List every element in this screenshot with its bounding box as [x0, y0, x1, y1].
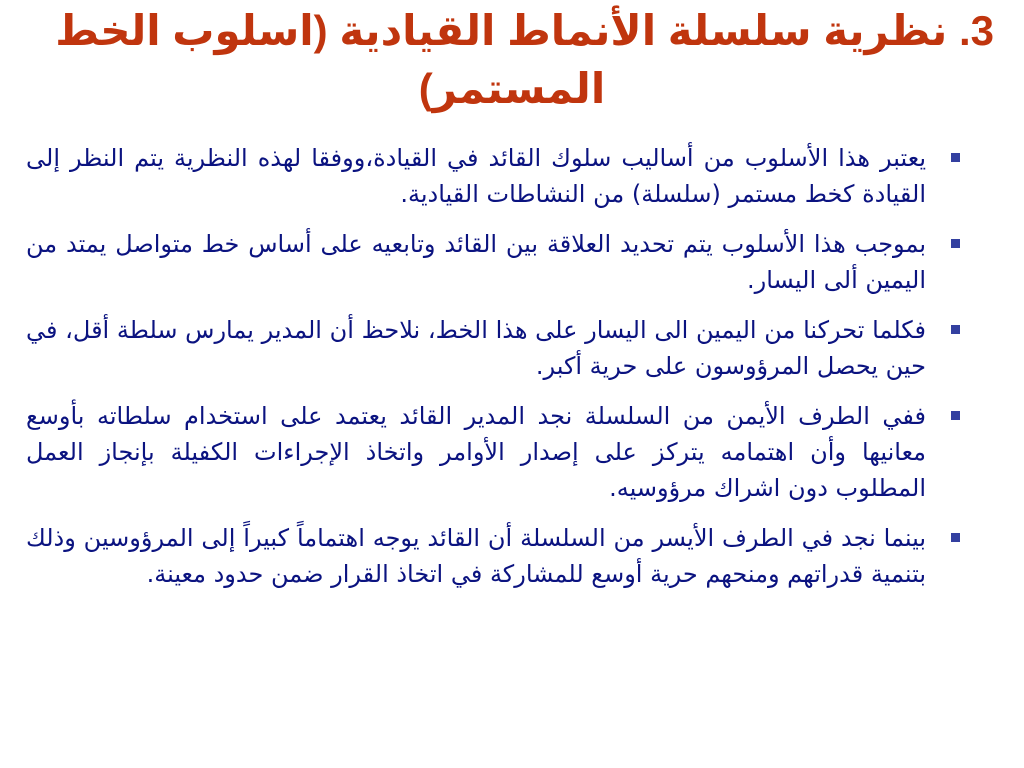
list-item-text: ففي الطرف الأيمن من السلسلة نجد المدير القائد يعتمد على استخدام سلطاته بأوسع معانيها وأن اهتمامه يتركز على إصدار الأوامر واتخاذ الإجراءات الكفيلة بإنجاز العمل المطلوب دون اشراك مرؤوسيه.: [26, 402, 926, 502]
list-item-text: بموجب هذا الأسلوب يتم تحديد العلاقة بين القائد وتابعيه على أساس خط متواصل يمتد من اليمين ألى اليسار.: [26, 230, 926, 294]
slide-title: [40, 0, 994, 126]
square-bullet-icon: [951, 325, 960, 334]
list-item: [26, 520, 966, 592]
list-item: [26, 312, 966, 384]
list-item-text: فكلما تحركنا من اليمين الى اليسار على هذا الخط، نلاحظ أن المدير يمارس سلطة أقل، في حين يحصل المرؤوسون على حرية أكبر.: [26, 316, 926, 380]
slide-title-line-1: 3. نظرية سلسلة الأنماط القيادية (اسلوب الخط: [55, 7, 994, 54]
square-bullet-icon: [951, 533, 960, 542]
bullet-list: [26, 140, 966, 606]
list-item-text: يعتبر هذا الأسلوب من أساليب سلوك القائد في القيادة،ووفقا لهذه النظرية يتم النظر إلى القيادة كخط مستمر (سلسلة) من النشاطات القيادية.: [26, 144, 926, 208]
square-bullet-icon: [951, 239, 960, 248]
list-item: [26, 226, 966, 298]
list-item: [26, 398, 966, 506]
slide-title-line-2: المستمر): [418, 65, 606, 112]
list-item: [26, 140, 966, 212]
list-item-text: بينما نجد في الطرف الأيسر من السلسلة أن القائد يوجه اهتماماً كبيراً إلى المرؤوسين وذلك بتنمية قدراتهم ومنحهم حرية أوسع للمشاركة في اتخاذ القرار ضمن حدود معينة.: [26, 524, 926, 588]
square-bullet-icon: [951, 411, 960, 420]
square-bullet-icon: [951, 153, 960, 162]
